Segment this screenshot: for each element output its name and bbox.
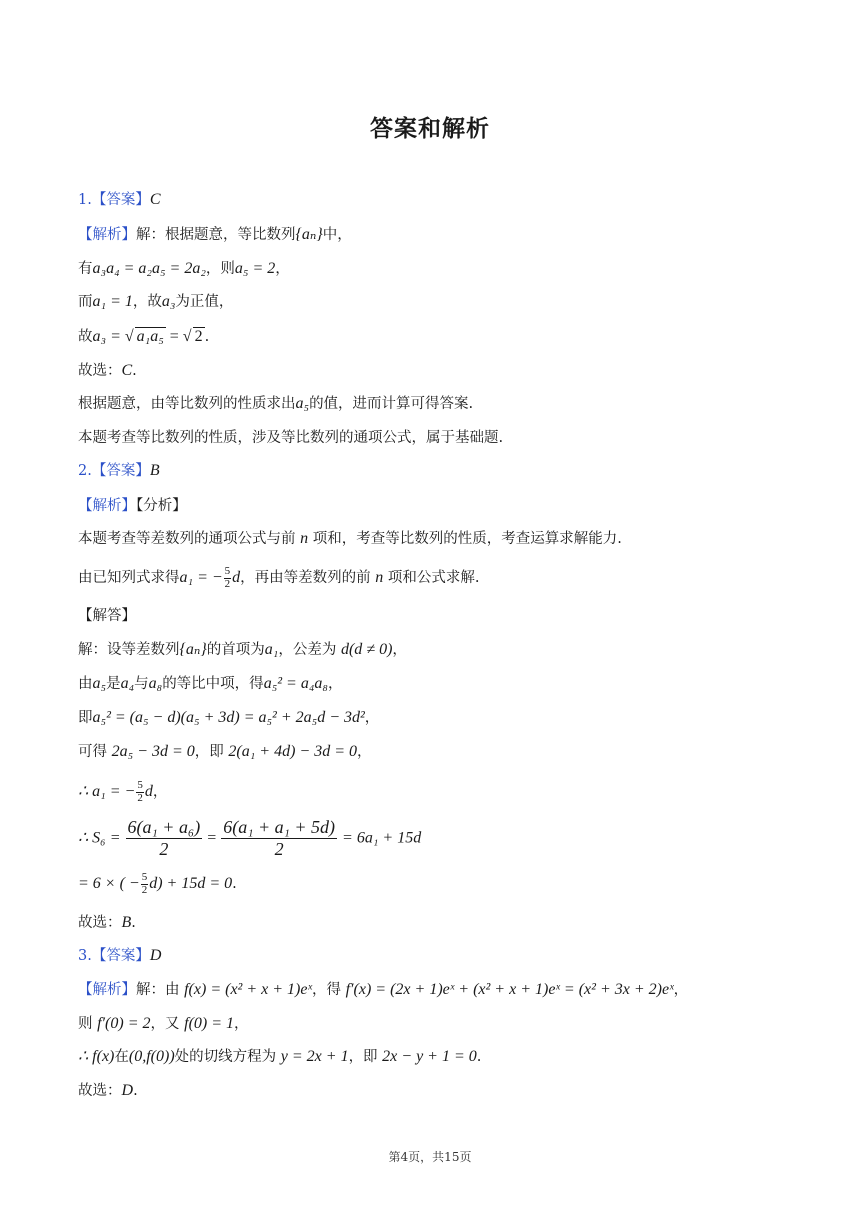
q1-l1-text-end: 中， — [322, 227, 352, 243]
q1-l3-text: 而 — [78, 294, 93, 310]
q2-answer-label: 2.【答案】 — [78, 463, 150, 479]
q2-l2-fraction — [224, 566, 232, 590]
q2-l8-frac1-den: 2 — [159, 838, 169, 859]
q2-l8-fraction-1 — [126, 818, 203, 859]
q2-l10-text-end: . — [131, 915, 136, 931]
q1-line-6 — [78, 394, 473, 414]
q2-l3-text-mid: 的首项为 — [206, 642, 265, 658]
q2-l4-text-m1: 是 — [106, 676, 121, 692]
q2-line-3 — [78, 640, 407, 660]
q1-l3-text-end: 为正值， — [175, 294, 234, 310]
q2-l7-fraction — [136, 780, 144, 804]
q1-l2-math-2: a₅ = 2 — [234, 260, 276, 277]
q1-answer-value: C — [149, 191, 161, 208]
q3-l1-text-mid: ，得 — [311, 982, 346, 998]
q2-l8-frac1-num: 6(a₁ + a₆) — [127, 817, 201, 837]
q2-analysis-label: 【解析】 — [78, 498, 136, 514]
q2-l3-text-mid-2: ，公差为 — [278, 642, 341, 658]
q1-line-7 — [78, 428, 503, 448]
q3-line-1 — [78, 980, 688, 1000]
q1-l3-text-mid: ，故 — [132, 294, 162, 310]
q2-fenxi-label: 【分析】 — [136, 498, 187, 514]
q1-l4-radicand-2: 2 — [194, 328, 203, 345]
q3-l3-math: ∴ f(x) — [78, 1048, 115, 1065]
q2-line-5 — [78, 708, 379, 728]
q2-l9-math-end: d) + 15d = 0 — [149, 875, 233, 893]
q2-answer-line — [78, 461, 160, 481]
q3-l2-text-mid: ，又 — [150, 1016, 185, 1032]
q2-line-6 — [78, 742, 371, 762]
q1-l4-text-end: . — [204, 329, 210, 345]
q2-l6-math-2: 2(a₁ + 4d) − 3d = 0 — [228, 743, 357, 760]
q1-analysis-label: 【解析】 — [78, 227, 136, 243]
q3-l4-text-end: . — [133, 1083, 138, 1099]
q2-answer-value: B — [149, 462, 160, 479]
q2-line-7 — [78, 780, 167, 804]
q2-l2-text-end: 项和公式求解. — [383, 570, 480, 587]
q3-l1-text-end: ， — [673, 982, 689, 998]
q1-l6-text: 根据题意，由等比数列的性质求出 — [78, 396, 296, 412]
q2-l1-n: n — [300, 530, 309, 547]
q2-l9-frac-den: 2 — [141, 883, 148, 896]
q2-l4-var-1: a₅ — [92, 675, 107, 692]
q3-answer-label: 3.【答案】 — [78, 948, 150, 964]
q1-l5-choice: C — [121, 362, 133, 379]
q2-l5-text: 即 — [78, 710, 93, 726]
q3-l3-text-m1: 在 — [114, 1049, 129, 1065]
q1-l4-radicand-1: a₁a₅ — [136, 328, 164, 345]
q2-line-8 — [78, 818, 421, 859]
q2-l4-var-2: a₄ — [120, 675, 135, 692]
q3-l2-math-2: f(0) = 1 — [184, 1015, 235, 1032]
q2-l9-fraction — [141, 872, 149, 896]
q1-l4-math: a₃ = √ — [92, 328, 134, 345]
q2-l5-text-end: ， — [364, 710, 380, 726]
q2-l8-fraction-2 — [221, 818, 337, 859]
q2-l6-math: 2a₅ − 3d = 0 — [111, 743, 195, 760]
q3-analysis-label: 【解析】 — [78, 982, 136, 998]
q3-line-2 — [78, 1014, 249, 1034]
q2-l2-text-mid: ，再由等差数列的前 — [240, 570, 376, 587]
q2-l4-text-m3: 的等比中项，得 — [162, 676, 264, 692]
q2-l8-frac2-num: 6(a₁ + a₁ + 5d) — [223, 817, 336, 837]
q2-l7-d: d — [144, 783, 153, 801]
q2-l3-text-end: ， — [392, 642, 407, 658]
q2-l1-text: 本题考查等差数列的通项公式与前 — [78, 531, 301, 547]
q1-line-3 — [78, 292, 233, 312]
page-footer: 第4页，共15页 — [388, 1150, 472, 1164]
q2-line-2 — [78, 566, 479, 590]
q1-line-4 — [78, 327, 209, 347]
q2-l2-text: 由已知列式求得 — [78, 570, 180, 587]
q2-l8-math-end: = 6a₁ + 15d — [338, 829, 422, 847]
q2-l6-text: 可得 — [78, 744, 112, 760]
q1-l3-math: a₁ = 1 — [92, 293, 133, 310]
q3-l3-math-3: 2x − y + 1 = 0 — [382, 1048, 477, 1065]
q3-l4-text: 故选： — [78, 1083, 122, 1099]
q2-l7-frac-den: 2 — [137, 791, 143, 804]
q1-l2-math: a₃a₄ = a₂a₅ = 2a₂ — [92, 260, 206, 277]
q1-line-5 — [78, 361, 137, 381]
q3-l3-math-2: y = 2x + 1 — [280, 1048, 349, 1065]
q2-line-10 — [78, 913, 136, 933]
q2-l9-frac-num: 5 — [141, 871, 148, 883]
q2-l4-text: 由 — [78, 676, 93, 692]
q2-line-4 — [78, 674, 342, 694]
q2-l2-d: d — [232, 569, 241, 587]
q2-l7-text-end: ， — [152, 784, 168, 801]
q1-l3-var: a₃ — [161, 293, 176, 310]
q1-l4-math-mid: = √ — [165, 328, 192, 345]
q3-l1-math-2: f′(x) = (2x + 1)eˣ + (x² + x + 1)eˣ = (x² + 3x + 2)eˣ — [345, 981, 674, 998]
q2-l10-choice: B — [121, 914, 132, 931]
q1-l1-text: 解：根据题意，等比数列 — [136, 227, 296, 243]
q2-l2-math: a₁ = − — [179, 569, 223, 587]
q1-l5-text: 故选： — [78, 363, 122, 379]
q2-l3-seq: {aₙ} — [179, 641, 207, 658]
q1-l2-text-mid: ，则 — [205, 261, 235, 277]
q3-l2-text-end: ， — [234, 1016, 249, 1032]
q1-l1-math: {aₙ} — [295, 226, 323, 243]
q3-l2-text: 则 — [78, 1016, 98, 1032]
q1-line-1 — [78, 225, 352, 245]
q2-solution-label-line — [78, 606, 136, 626]
q3-l3-text-end: . — [476, 1049, 482, 1065]
q2-l3-text: 解：设等差数列 — [78, 642, 180, 658]
q3-line-3 — [78, 1047, 481, 1067]
q2-l10-text: 故选： — [78, 915, 122, 931]
q2-l1-text-end: 项和，考查等比数列的性质，考查运算求解能力. — [308, 531, 622, 547]
q2-l2-frac-den: 2 — [224, 577, 231, 590]
q2-l3-var: a₁ — [264, 641, 279, 658]
q2-l3-math: d(d ≠ 0) — [340, 641, 393, 658]
q3-l4-choice: D — [121, 1082, 134, 1099]
q2-l4-math: a₅² = a₄a₈ — [263, 675, 328, 692]
q2-l2-frac-num: 5 — [224, 565, 231, 577]
q2-analysis-line — [78, 496, 187, 516]
q2-line-9 — [78, 872, 237, 896]
q3-answer-line — [78, 946, 161, 966]
q2-l4-var-3: a₈ — [148, 675, 163, 692]
q1-l4-text: 故 — [78, 329, 93, 345]
q2-l7-math: ∴ a₁ = − — [78, 783, 136, 801]
q3-l3-point: (0,f(0)) — [128, 1048, 175, 1065]
q2-line-1 — [78, 529, 622, 549]
page-title: 答案和解析 — [370, 116, 490, 142]
q1-l6-text-end: 的值，进而计算可得答案. — [309, 396, 474, 412]
q2-l9-period: . — [232, 876, 237, 893]
q2-l5-math: a₅² = (a₅ − d)(a₅ + 3d) = a₅² + 2a₅d − 3d² — [92, 709, 365, 726]
q2-l8-frac2-den: 2 — [274, 838, 284, 859]
q3-answer-value: D — [149, 947, 162, 964]
q1-answer-line — [78, 190, 161, 210]
q2-l6-text-mid: ，即 — [194, 744, 229, 760]
q2-l9-math: = 6 × ( − — [78, 875, 140, 893]
q1-answer-label: 1.【答案】 — [78, 192, 150, 208]
q2-l2-n: n — [375, 569, 384, 587]
q2-l7-frac-num: 5 — [137, 779, 143, 791]
q1-l2-text: 有 — [78, 261, 93, 277]
q2-l8-math: ∴ S₆ = — [78, 829, 125, 847]
q3-l1-math: f(x) = (x² + x + 1)eˣ — [184, 981, 312, 998]
q1-l7-text: 本题考查等比数列的性质，涉及等比数列的通项公式，属于基础题. — [78, 430, 504, 446]
q2-l4-text-m2: 与 — [134, 676, 149, 692]
q3-l3-text-m2: 处的切线方程为 — [174, 1049, 281, 1065]
q3-line-4 — [78, 1081, 138, 1101]
q3-l3-text-m3: ，即 — [348, 1049, 383, 1065]
q2-l8-equals: = — [203, 829, 221, 847]
q3-l1-text: 解：由 — [136, 982, 185, 998]
q3-l2-math: f′(0) = 2 — [97, 1015, 151, 1032]
q2-l4-text-end: ， — [327, 676, 343, 692]
q1-l2-text-end: ， — [275, 261, 290, 277]
q2-solution-label: 【解答】 — [78, 608, 136, 624]
q1-l6-var: a₅ — [295, 395, 310, 412]
q2-l6-text-end: ， — [356, 744, 372, 760]
q1-line-2 — [78, 259, 290, 279]
q1-l5-text-end: . — [132, 363, 137, 379]
